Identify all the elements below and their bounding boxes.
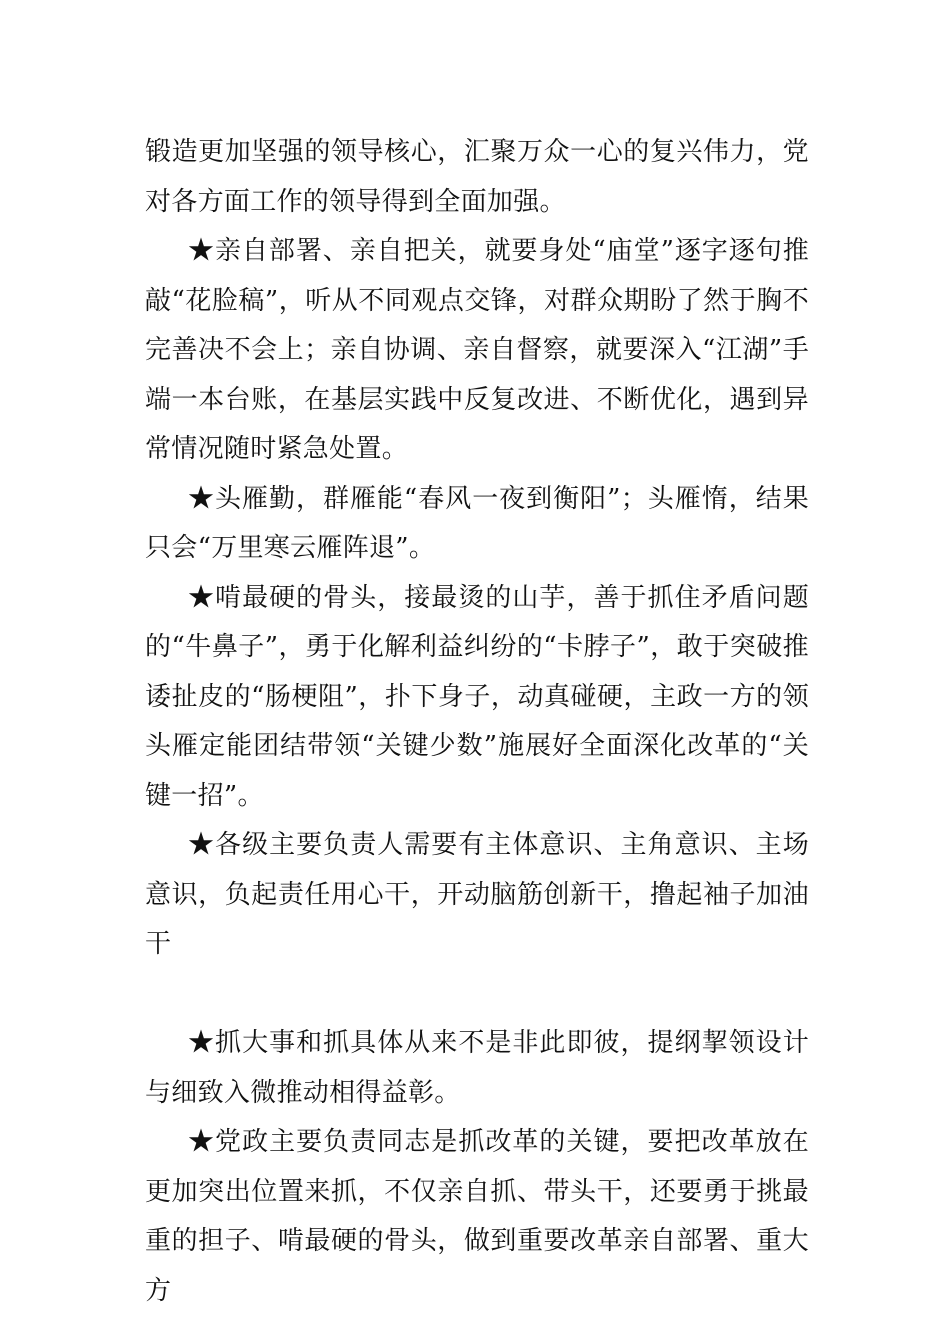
paragraph-continuation: 锻造更加坚强的领导核心，汇聚万众一心的复兴伟力，党对各方面工作的领导得到全面加强。 (145, 137, 809, 217)
paragraph-big-and-specific: ★抓大事和抓具体从来不是非此即彼，提纲挈领设计与细致入微推动相得益彰。 (145, 1028, 809, 1108)
paragraph-personal-deployment: ★亲自部署、亲自把关，就要身处“庙堂”逐字逐句推敲“花脸稿”，听从不同观点交锋，对群众期盼了然于胸不完善决不会上；亲自协调、亲自督察，就要深入“江湖”手端一本台账，在基层实践中反复改进、不断优化，遇到异常情况随时紧急处置。 (145, 236, 809, 464)
blank-line (145, 970, 809, 1020)
paragraph-hardest-bone: ★啃最硬的骨头，接最烫的山芋，善于抓住矛盾问题的“牛鼻子”，勇于化解利益纠纷的“卡脖子”，敢于突破推诿扯皮的“肠梗阻”，扑下身子，动真碰硬，主政一方的领头雁定能团结带领“关键少数”施展好全面深化改革的“关键一招”。 (145, 582, 809, 811)
paragraph-lead-goose: ★头雁勤，群雁能“春风一夜到衡阳”；头雁惰，结果只会“万里寒云雁阵退”。 (145, 483, 809, 563)
paragraph-responsibility: ★各级主要负责人需要有主体意识、主角意识、主场意识，负起责任用心干，开动脑筋创新干，撸起袖子加油干 (145, 830, 809, 959)
document-body (145, 128, 809, 1316)
paragraph-party-leaders: ★党政主要负责同志是抓改革的关键，要把改革放在更加突出位置来抓，不仅亲自抓、带头干，还要勇于挑最重的担子、啃最硬的骨头，做到重要改革亲自部署、重大方 (145, 1127, 809, 1306)
